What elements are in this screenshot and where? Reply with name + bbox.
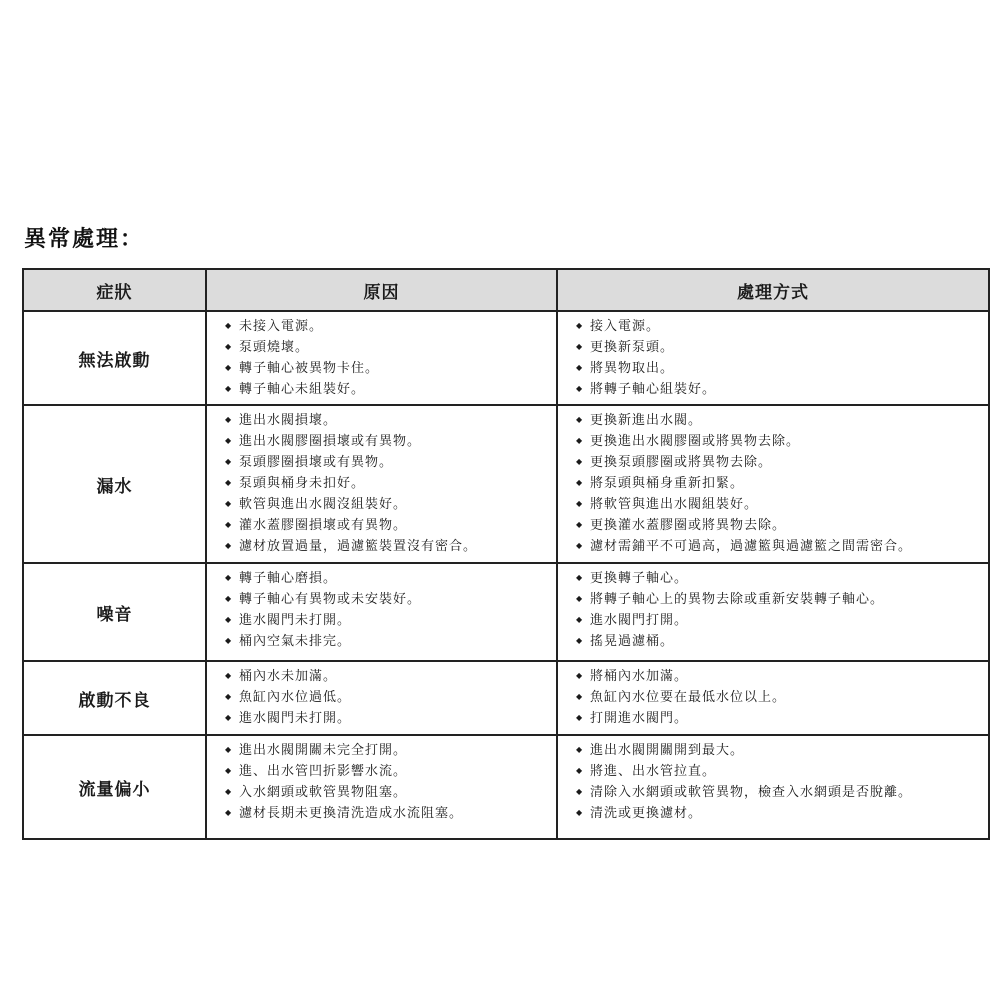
solution-item: ◆ 進出水閥開關開到最大。 <box>576 740 988 761</box>
cause-item: ◆ 泵頭燒壞。 <box>225 337 556 358</box>
solution-item: ◆ 清除入水網頭或軟管異物，檢查入水網頭是否脫離。 <box>576 782 988 803</box>
cause-list <box>207 568 556 652</box>
solution-item: ◆ 打開進水閥門。 <box>576 708 988 729</box>
table-row <box>23 311 989 405</box>
cause-item: ◆ 進、出水管凹折影響水流。 <box>225 761 556 782</box>
solution-item: ◆ 搖晃過濾桶。 <box>576 631 988 652</box>
solution-cell <box>557 563 989 661</box>
solution-item: ◆ 更換進出水閥膠圈或將異物去除。 <box>576 431 988 452</box>
cause-list <box>207 740 556 824</box>
solution-cell <box>557 311 989 405</box>
cause-item: ◆ 轉子軸心未組裝好。 <box>225 379 556 400</box>
symptom-cell: 噪音 <box>23 563 206 661</box>
cause-list <box>207 666 556 729</box>
cause-item: ◆ 入水網頭或軟管異物阻塞。 <box>225 782 556 803</box>
solution-list <box>558 666 988 729</box>
cause-item: ◆ 泵頭與桶身未扣好。 <box>225 473 556 494</box>
solution-item: ◆ 進水閥門打開。 <box>576 610 988 631</box>
solution-list <box>558 410 988 557</box>
table-row <box>23 563 989 661</box>
solution-item: ◆ 魚缸內水位要在最低水位以上。 <box>576 687 988 708</box>
solution-item: ◆ 清洗或更換濾材。 <box>576 803 988 824</box>
solution-item: ◆ 更換新進出水閥。 <box>576 410 988 431</box>
solution-list <box>558 316 988 400</box>
cause-cell <box>206 405 557 563</box>
cause-item: ◆ 轉子軸心磨損。 <box>225 568 556 589</box>
cause-item: ◆ 轉子軸心有異物或未安裝好。 <box>225 589 556 610</box>
solution-item: ◆ 更換灌水蓋膠圈或將異物去除。 <box>576 515 988 536</box>
symptom-cell: 無法啟動 <box>23 311 206 405</box>
cause-item: ◆ 濾材放置過量，過濾籃裝置沒有密合。 <box>225 536 556 557</box>
cause-item: ◆ 進水閥門未打開。 <box>225 708 556 729</box>
header-solution: 處理方式 <box>557 269 989 311</box>
solution-item: ◆ 將軟管與進出水閥組裝好。 <box>576 494 988 515</box>
table-row <box>23 661 989 735</box>
table-row <box>23 405 989 563</box>
solution-cell <box>557 405 989 563</box>
troubleshooting-table <box>22 268 990 840</box>
solution-list <box>558 568 988 652</box>
header-symptom: 症狀 <box>23 269 206 311</box>
cause-item: ◆ 未接入電源。 <box>225 316 556 337</box>
cause-item: ◆ 濾材長期未更換清洗造成水流阻塞。 <box>225 803 556 824</box>
symptom-cell: 啟動不良 <box>23 661 206 735</box>
cause-cell <box>206 311 557 405</box>
cause-item: ◆ 桶內水未加滿。 <box>225 666 556 687</box>
solution-item: ◆ 更換新泵頭。 <box>576 337 988 358</box>
cause-item: ◆ 進出水閥開關未完全打開。 <box>225 740 556 761</box>
cause-item: ◆ 進出水閥膠圈損壞或有異物。 <box>225 431 556 452</box>
header-cause: 原因 <box>206 269 557 311</box>
solution-item: ◆ 將桶內水加滿。 <box>576 666 988 687</box>
symptom-cell: 漏水 <box>23 405 206 563</box>
solution-cell <box>557 661 989 735</box>
solution-item: ◆ 將異物取出。 <box>576 358 988 379</box>
solution-item: ◆ 將進、出水管拉直。 <box>576 761 988 782</box>
symptom-cell: 流量偏小 <box>23 735 206 839</box>
cause-item: ◆ 桶內空氣未排完。 <box>225 631 556 652</box>
cause-list <box>207 410 556 557</box>
solution-list <box>558 740 988 824</box>
solution-item: ◆ 更換泵頭膠圈或將異物去除。 <box>576 452 988 473</box>
solution-cell <box>557 735 989 839</box>
solution-item: ◆ 將轉子軸心組裝好。 <box>576 379 988 400</box>
cause-item: ◆ 灌水蓋膠圈損壞或有異物。 <box>225 515 556 536</box>
solution-item: ◆ 濾材需鋪平不可過高，過濾籃與過濾籃之間需密合。 <box>576 536 988 557</box>
solution-item: ◆ 將轉子軸心上的異物去除或重新安裝轉子軸心。 <box>576 589 988 610</box>
cause-item: ◆ 轉子軸心被異物卡住。 <box>225 358 556 379</box>
cause-item: ◆ 進水閥門未打開。 <box>225 610 556 631</box>
cause-cell <box>206 661 557 735</box>
solution-item: ◆ 將泵頭與桶身重新扣緊。 <box>576 473 988 494</box>
solution-item: ◆ 更換轉子軸心。 <box>576 568 988 589</box>
cause-item: ◆ 進出水閥損壞。 <box>225 410 556 431</box>
solution-item: ◆ 接入電源。 <box>576 316 988 337</box>
cause-list <box>207 316 556 400</box>
cause-item: ◆ 軟管與進出水閥沒組裝好。 <box>225 494 556 515</box>
cause-item: ◆ 魚缸內水位過低。 <box>225 687 556 708</box>
table-row <box>23 735 989 839</box>
cause-item: ◆ 泵頭膠圈損壞或有異物。 <box>225 452 556 473</box>
table-body <box>23 311 989 839</box>
cause-cell <box>206 563 557 661</box>
cause-cell <box>206 735 557 839</box>
section-title: 異常處理： <box>24 227 145 252</box>
header-row <box>23 269 989 311</box>
